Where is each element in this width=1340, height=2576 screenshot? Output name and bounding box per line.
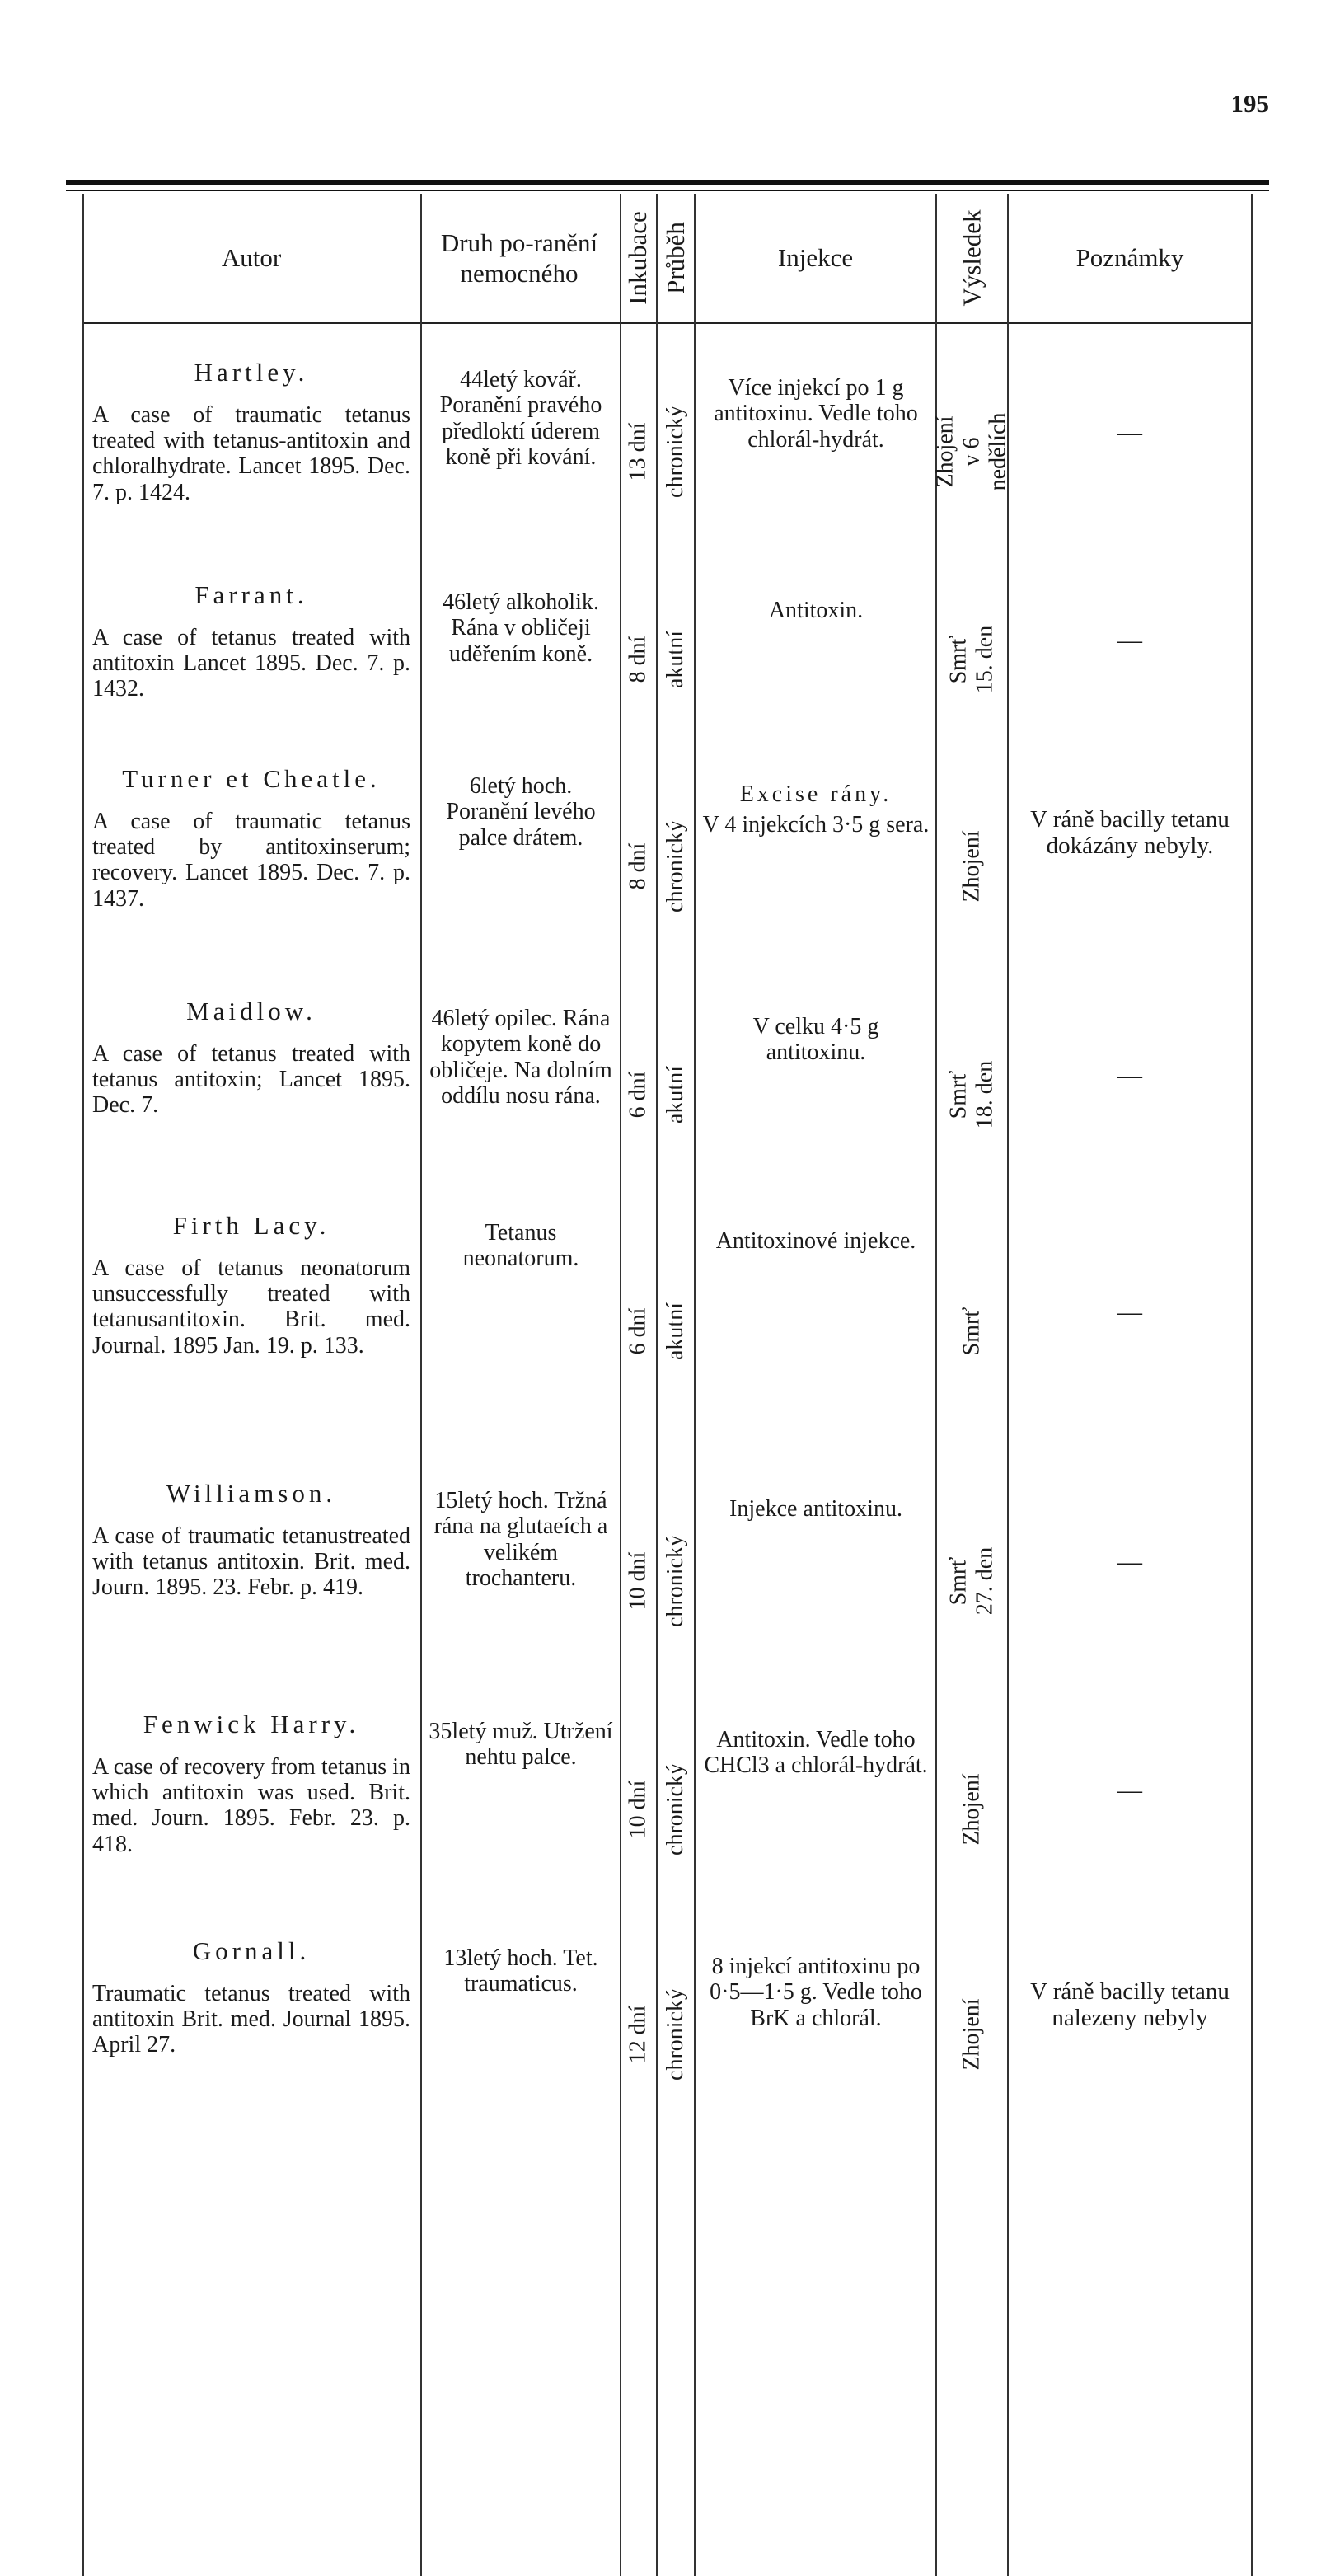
result-cell [937, 1937, 1007, 2131]
incubation-text: 10 dní [625, 1780, 650, 1839]
result-cell [937, 581, 1007, 738]
injection-cell [700, 598, 931, 623]
reference-text: A case of traumatic tetanus treated by antitoxinserum; recovery. Lancet 1895. Dec. 7. p. 1437. [92, 808, 410, 912]
header-autor: Autor [221, 243, 282, 273]
injury-cell: 44letý kovář. Poranění pravého předloktí úderem koně při kování. [439, 367, 602, 471]
injection-text: V celku 4·5 g antitoxinu. [752, 1014, 879, 1066]
course-text: chronický [663, 1987, 688, 2081]
incubation-text: 8 dní [625, 636, 650, 683]
column-divider [1251, 194, 1253, 2576]
author-name: Farrant. [194, 580, 308, 609]
course-text: akutní [663, 1302, 688, 1360]
injury-cell: 6letý hoch. Poranění levého palce drátem. [446, 773, 596, 851]
result-text: Smrť [958, 1307, 985, 1356]
injection-text: Více injekcí po 1 g antitoxinu. Vedle toho chlorál-hydrát. [714, 375, 918, 453]
incubation-cell [620, 1480, 656, 1682]
injection-cell [700, 1014, 931, 1066]
reference-text: Traumatic tetanus treated with antitoxin Brit. med. Journal 1895. April 27. [92, 1980, 410, 2058]
notes-cell: — [1117, 418, 1142, 446]
author-cell [92, 997, 410, 1119]
course-cell [658, 359, 694, 544]
course-cell [658, 1212, 694, 1451]
reference-text: A case of recovery from tetanus in which antitoxin was used. Brit. med. Journ. 1895. Febr. 23. p. 418. [92, 1753, 410, 1857]
incubation-text: 13 dní [625, 422, 650, 481]
author-name: Firth Lacy. [172, 1211, 330, 1240]
author-cell [92, 359, 410, 505]
reference-text: A case of tetanus treated with tetanus antitoxin; Lancet 1895. Dec. 7. [92, 1040, 410, 1119]
header-poznamky: Poznámky [1075, 243, 1184, 273]
injury-cell: 46letý opilec. Rána kopytem koně do obličeje. Na dolním oddílu nosu rána. [429, 1006, 612, 1110]
injection-cell [700, 375, 931, 453]
course-cell [658, 765, 694, 967]
reference-text: A case of tetanus treated with antitoxin Lancet 1895. Dec. 7. p. 1432. [92, 624, 410, 702]
injection-text: V 4 injekcích 3·5 g sera. [702, 812, 930, 838]
incubation-text: 12 dní [625, 2005, 650, 2063]
course-cell [658, 581, 694, 738]
injection-text: Antitoxinové injekce. [715, 1228, 916, 1254]
header-vysledek: Výsledek [957, 209, 986, 307]
author-cell [92, 1937, 410, 2058]
incubation-cell [620, 1710, 656, 1908]
incubation-cell [620, 359, 656, 544]
injection-text: Antitoxin. [768, 598, 864, 623]
result-cell [937, 765, 1007, 967]
header-inkubace: Inkubace [623, 211, 653, 305]
author-cell [92, 581, 410, 702]
injection-cell [700, 781, 931, 838]
notes-cell: — [1117, 1547, 1142, 1575]
reference-text: A case of traumatic tetanus treated with tetanus-antitoxin and chloralhydrate. Lancet 1895. Dec. 7. p. 1424. [92, 401, 410, 505]
result-text: Smrť 27. den [945, 1546, 998, 1615]
course-text: akutní [663, 1065, 688, 1124]
result-cell [932, 359, 1011, 544]
notes-cell: — [1117, 1298, 1142, 1326]
incubation-cell [620, 997, 656, 1191]
author-name: Gornall. [192, 1936, 311, 1965]
course-text: chronický [663, 1534, 688, 1627]
author-name: Fenwick Harry. [143, 1710, 360, 1738]
result-text: Zhojení v 6 nedělích [932, 412, 1011, 490]
course-text: akutní [663, 631, 688, 688]
author-name: Williamson. [166, 1479, 337, 1508]
course-cell [658, 1480, 694, 1682]
column-divider [694, 194, 696, 2576]
incubation-text: 8 dní [625, 842, 650, 889]
author-cell [92, 765, 410, 912]
author-cell [92, 1212, 410, 1358]
incubation-cell [620, 1212, 656, 1451]
result-cell [937, 997, 1007, 1191]
page-number: 195 [1230, 89, 1269, 118]
header-prubeh: Průběh [661, 222, 691, 294]
header-rule-thin [66, 190, 1269, 191]
injection-cell [700, 1954, 931, 2031]
injection-text: Antitoxin. Vedle toho CHCl3 a chlorál-hydrát. [704, 1727, 928, 1779]
injection-cell [700, 1228, 931, 1254]
injection-cell [700, 1727, 931, 1779]
result-cell [937, 1480, 1007, 1682]
result-text: Zhojení [958, 829, 985, 903]
column-divider [82, 194, 84, 2576]
course-text: chronický [663, 1763, 688, 1856]
notes-cell: — [1117, 1776, 1142, 1804]
injection-line: Excise rány. [739, 781, 893, 807]
author-cell [92, 1480, 410, 1601]
course-text: chronický [663, 819, 688, 913]
incubation-cell [620, 1937, 656, 2131]
course-cell [658, 1937, 694, 2131]
result-text: Zhojení [958, 1997, 985, 2071]
course-text: chronický [663, 405, 688, 498]
author-name: Maidlow. [186, 997, 316, 1025]
incubation-text: 10 dní [625, 1551, 650, 1610]
injury-cell: Tetanus neonatorum. [462, 1220, 579, 1272]
result-text: Smrť 18. den [945, 1060, 998, 1128]
notes-cell: V ráně bacilly tetanu nalezeny nebyly [1030, 1978, 1230, 2032]
result-text: Smrť 15. den [945, 625, 998, 694]
result-cell [937, 1212, 1007, 1451]
header-rule-thick [66, 180, 1269, 185]
notes-cell: — [1117, 1061, 1142, 1089]
incubation-text: 6 dní [625, 1307, 650, 1355]
incubation-cell [620, 765, 656, 967]
course-cell [658, 997, 694, 1191]
author-name: Hartley. [194, 358, 309, 387]
notes-cell: V ráně bacilly tetanu dokázány nebyly. [1030, 806, 1230, 860]
incubation-cell [620, 581, 656, 738]
header-bottom-rule [82, 322, 1253, 324]
result-cell [937, 1710, 1007, 1908]
author-name: Turner et Cheatle. [122, 764, 381, 793]
column-divider [1007, 194, 1009, 2576]
incubation-text: 6 dní [625, 1071, 650, 1118]
reference-text: A case of traumatic tetanustreated with tetanus antitoxin. Brit. med. Journ. 1895. 23. Febr. p. 419. [92, 1523, 410, 1601]
injury-cell: 35letý muž. Utržení nehtu palce. [429, 1719, 613, 1771]
reference-text: A case of tetanus neonatorum unsuccessfully treated with tetanusantitoxin. Brit. med. Journal. 1895 Jan. 19. p. 133. [92, 1255, 410, 1358]
author-cell [92, 1710, 410, 1857]
header-druh: Druh po-ranění nemocného [440, 228, 598, 288]
notes-cell: — [1117, 626, 1142, 654]
injection-text: 8 injekcí antitoxinu po 0·5—1·5 g. Vedle toho BrK a chlorál. [710, 1954, 922, 2031]
column-divider [420, 194, 422, 2576]
injection-cell [700, 1496, 931, 1522]
course-cell [658, 1710, 694, 1908]
injection-text: Injekce antitoxinu. [729, 1496, 902, 1522]
result-text: Zhojení [958, 1773, 985, 1846]
injury-cell: 13letý hoch. Tet. traumaticus. [443, 1945, 598, 1997]
injury-cell: 15letý hoch. Tržná rána na glutaeích a velikém trochanteru. [433, 1488, 608, 1592]
injury-cell: 46letý alkoholik. Rána v obličeji uděřením koně. [443, 589, 599, 667]
header-injekce: Injekce [777, 243, 854, 273]
